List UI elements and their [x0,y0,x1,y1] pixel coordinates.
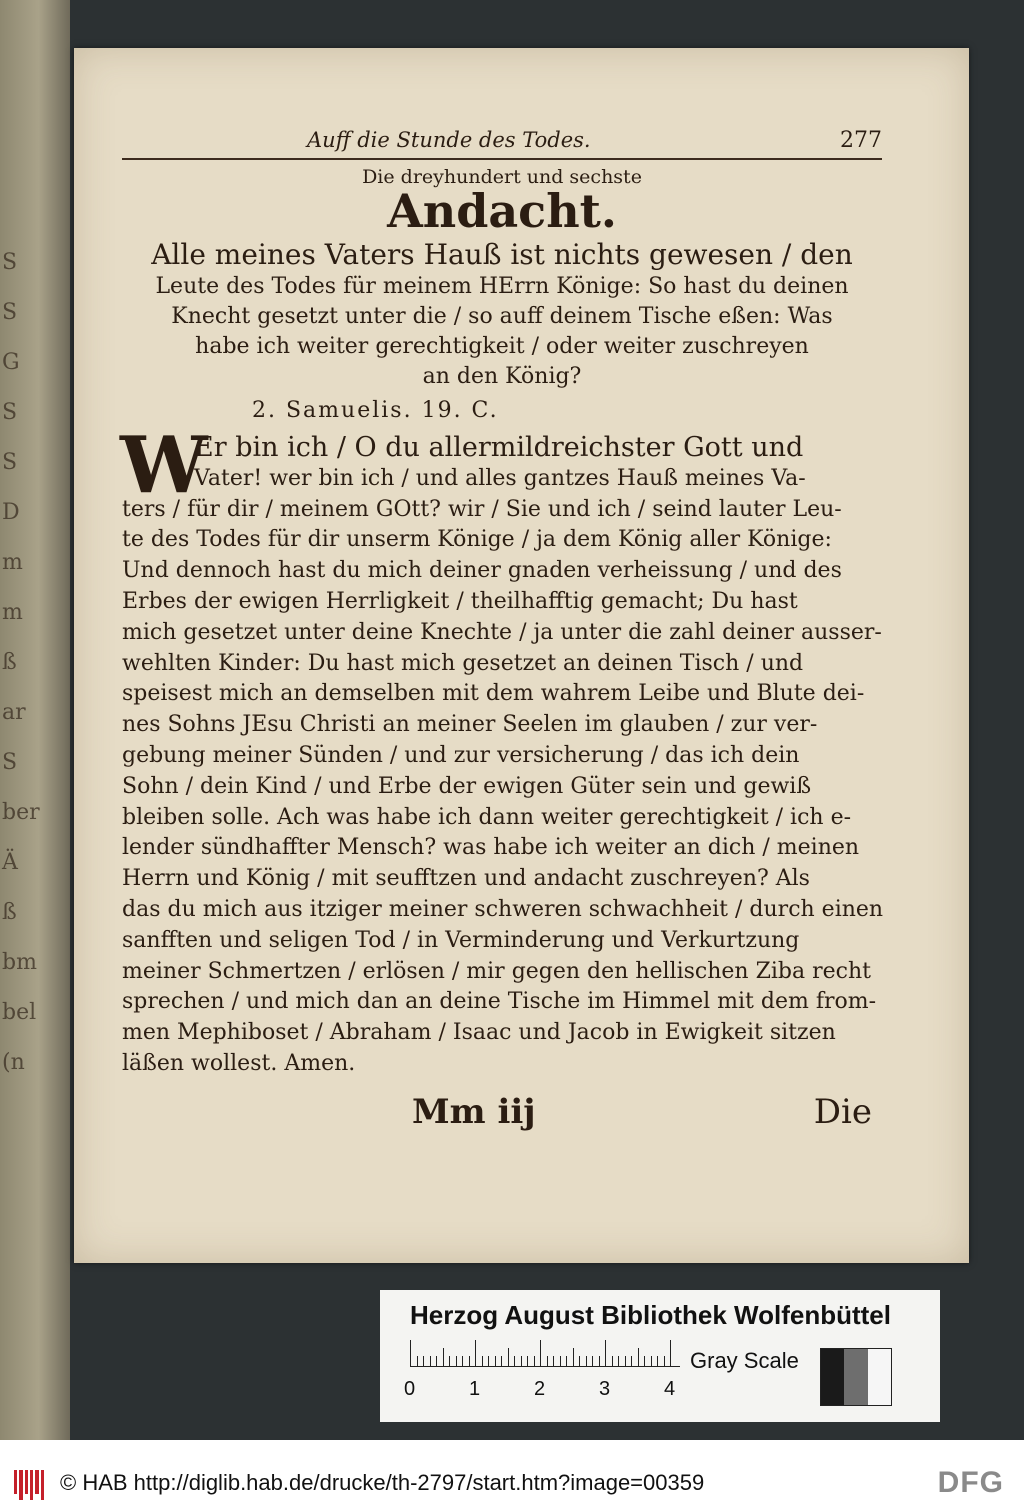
left-page-fragment: m [2,550,23,575]
left-page-fragment: D [2,500,20,525]
ruler-tick [625,1356,626,1366]
body-line: gebung meiner Sünden / und zur versicherung / das ich dein [122,742,800,768]
body-line: Sohn / dein Kind / und Erbe der ewigen Güter sein und gewiß [122,773,812,799]
ruler-tick [534,1356,535,1366]
ruler-tick [436,1356,437,1366]
body-line: ters / für dir / meinem GOtt? wir / Sie und ich / seind lauter Leu- [122,496,842,522]
ruler-tick [670,1340,671,1366]
dfg-logo: DFG [937,1466,1004,1499]
ruler-tick [553,1356,554,1366]
ruler-tick [508,1348,509,1366]
page-footer [122,1092,882,1142]
left-page-fragment: (n [2,1050,25,1075]
ruler-tick [462,1356,463,1366]
body-line: wehlten Kinder: Du hast mich gesetzet an deinen Tisch / und [122,650,804,676]
ruler-tick [618,1356,619,1366]
heading-line: Leute des Todes für meinem HErrn Könige: So hast du deinen [155,274,849,299]
gray-scale-swatches [820,1348,892,1406]
left-page-fragment: ber [2,800,40,825]
gray-scale-label: Gray Scale [690,1348,799,1373]
ruler-tick [469,1356,470,1366]
left-page-fragment: S [2,450,18,475]
color-reference-card [380,1290,940,1422]
body-line: lender sündhaffter Mensch? was habe ich weiter an dich / meinen [122,835,860,861]
subtitle: Die dreyhundert und sechste [362,166,642,188]
body-line: meiner Schmertzen / erlösen / mir gegen den hellischen Ziba recht [122,958,871,984]
left-page-fragment: ar [2,700,26,725]
body-line: bleiben solle. Ach was habe ich dann weiter gerechtigkeit / ich e- [122,804,852,830]
ruler-tick [501,1356,502,1366]
main-title: Andacht. [387,184,617,238]
left-page-fragment: G [2,350,20,375]
ruler-tick [579,1356,580,1366]
ruler-tick [566,1356,567,1366]
body-line: Herrn und König / mit seufftzen und andacht zuschreyen? Als [122,866,810,892]
text-block [122,128,882,1142]
copyright-url: © HAB http://diglib.hab.de/drucke/th-2797/start.htm?image=00359 [60,1470,705,1495]
ruler-tick [586,1356,587,1366]
left-page-fragment: bm [2,950,37,975]
gray-swatch [868,1349,891,1405]
heading-line: habe ich weiter gerechtigkeit / oder weiter zuschreyen [195,334,809,359]
heading-verse [122,238,882,392]
ruler-tick [540,1340,541,1366]
left-page-fragment: bel [2,1000,37,1025]
ruler-number: 4 [664,1378,676,1400]
book-page [74,48,969,1263]
left-page-fragment: ß [2,650,17,675]
ruler-tick [423,1356,424,1366]
gray-swatch [821,1349,844,1405]
ruler-number: 0 [404,1378,416,1400]
ruler-number: 1 [469,1378,481,1400]
viewer-footer [0,1440,1024,1512]
left-page-fragment: S [2,300,18,325]
ruler-tick [449,1356,450,1366]
left-page-fragment: Ä [2,850,18,875]
ruler-tick [599,1356,600,1366]
body-line: men Mephiboset / Abraham / Isaac und Jacob in Ewigkeit sitzen [122,1020,836,1046]
body-line: speisest mich an demselben mit dem wahrem Leibe und Blute dei- [122,681,865,707]
ruler-tick [605,1340,606,1366]
left-page-fragment: S [2,750,18,775]
ruler-tick [560,1356,561,1366]
ruler-tick [547,1356,548,1366]
ruler-tick [612,1356,613,1366]
body-line: te des Todes für dir unserm Könige / ja dem König aller Könige: [122,527,832,553]
library-name: Herzog August Bibliothek Wolfenbüttel [410,1300,891,1330]
drop-cap: W [120,420,208,511]
ruler-tick [664,1356,665,1366]
ruler-tick [651,1356,652,1366]
page-header [122,128,882,160]
ruler-number: 2 [534,1378,546,1400]
ruler-tick [657,1356,658,1366]
heading-line: an den König? [422,364,582,389]
ruler-tick [475,1340,476,1366]
gray-swatch [844,1349,867,1405]
body-line: Und dennoch hast du mich deiner gnaden verheissung / und des [122,558,842,584]
body-line: nes Sohns JEsu Christi an meiner Seelen im glauben / zur ver- [122,712,818,738]
ruler-tick [521,1356,522,1366]
catchword: Die [813,1091,872,1132]
ruler-tick [573,1348,574,1366]
ruler-tick [456,1356,457,1366]
ruler-tick [592,1356,593,1366]
body-line: läßen wollest. Amen. [122,1050,356,1076]
left-page-strip [0,0,70,1440]
ruler-tick [644,1356,645,1366]
ruler-tick [631,1356,632,1366]
ruler-number: 3 [599,1378,611,1400]
signature-mark: Mm iij [412,1091,536,1132]
heading-line: Knecht gesetzt unter die / so auff deinem Tische eßen: Was [171,304,833,329]
heading-line: Alle meines Vaters Hauß ist nichts gewesen / den [151,238,853,271]
body-line: sprechen / und mich dan an deine Tische im Himmel mit dem from- [122,989,877,1015]
ruler-tick [488,1356,489,1366]
ruler-tick [514,1356,515,1366]
body-line: Er bin ich / O du allermildreichster Gott und [194,432,804,463]
ruler-tick [417,1356,418,1366]
ruler-tick [638,1348,639,1366]
body-line: mich gesetzet unter deine Knechte / ja unter die zahl deiner ausser- [122,619,882,645]
ruler-tick [410,1340,411,1366]
ruler-tick [482,1356,483,1366]
ruler-tick [443,1348,444,1366]
ruler-tick [527,1356,528,1366]
ruler-tick [495,1356,496,1366]
ruler-tick [430,1356,431,1366]
body-line: sanfften und seligen Tod / in Verminderung und Verkurtzung [122,927,800,953]
citation: 2. Samuelis. 19. C. [252,398,499,423]
left-page-fragment: ß [2,900,17,925]
running-title: Auff die Stunde des Todes. [307,128,591,152]
left-page-fragment: m [2,600,23,625]
body-line: Erbes der ewigen Herrligkeit / theilhafftig gemacht; Du hast [122,588,798,614]
hab-logo-icon [14,1470,44,1500]
left-page-fragment: S [2,250,18,275]
body-line: Vater! wer bin ich / und alles gantzes Hauß meines Va- [194,465,806,491]
body-line: das du mich aus itziger meiner schweren schwachheit / durch einen [122,896,884,922]
page-number: 277 [840,128,882,153]
prayer-text [120,420,884,1080]
ruler [410,1340,680,1367]
left-page-fragment: S [2,400,18,425]
